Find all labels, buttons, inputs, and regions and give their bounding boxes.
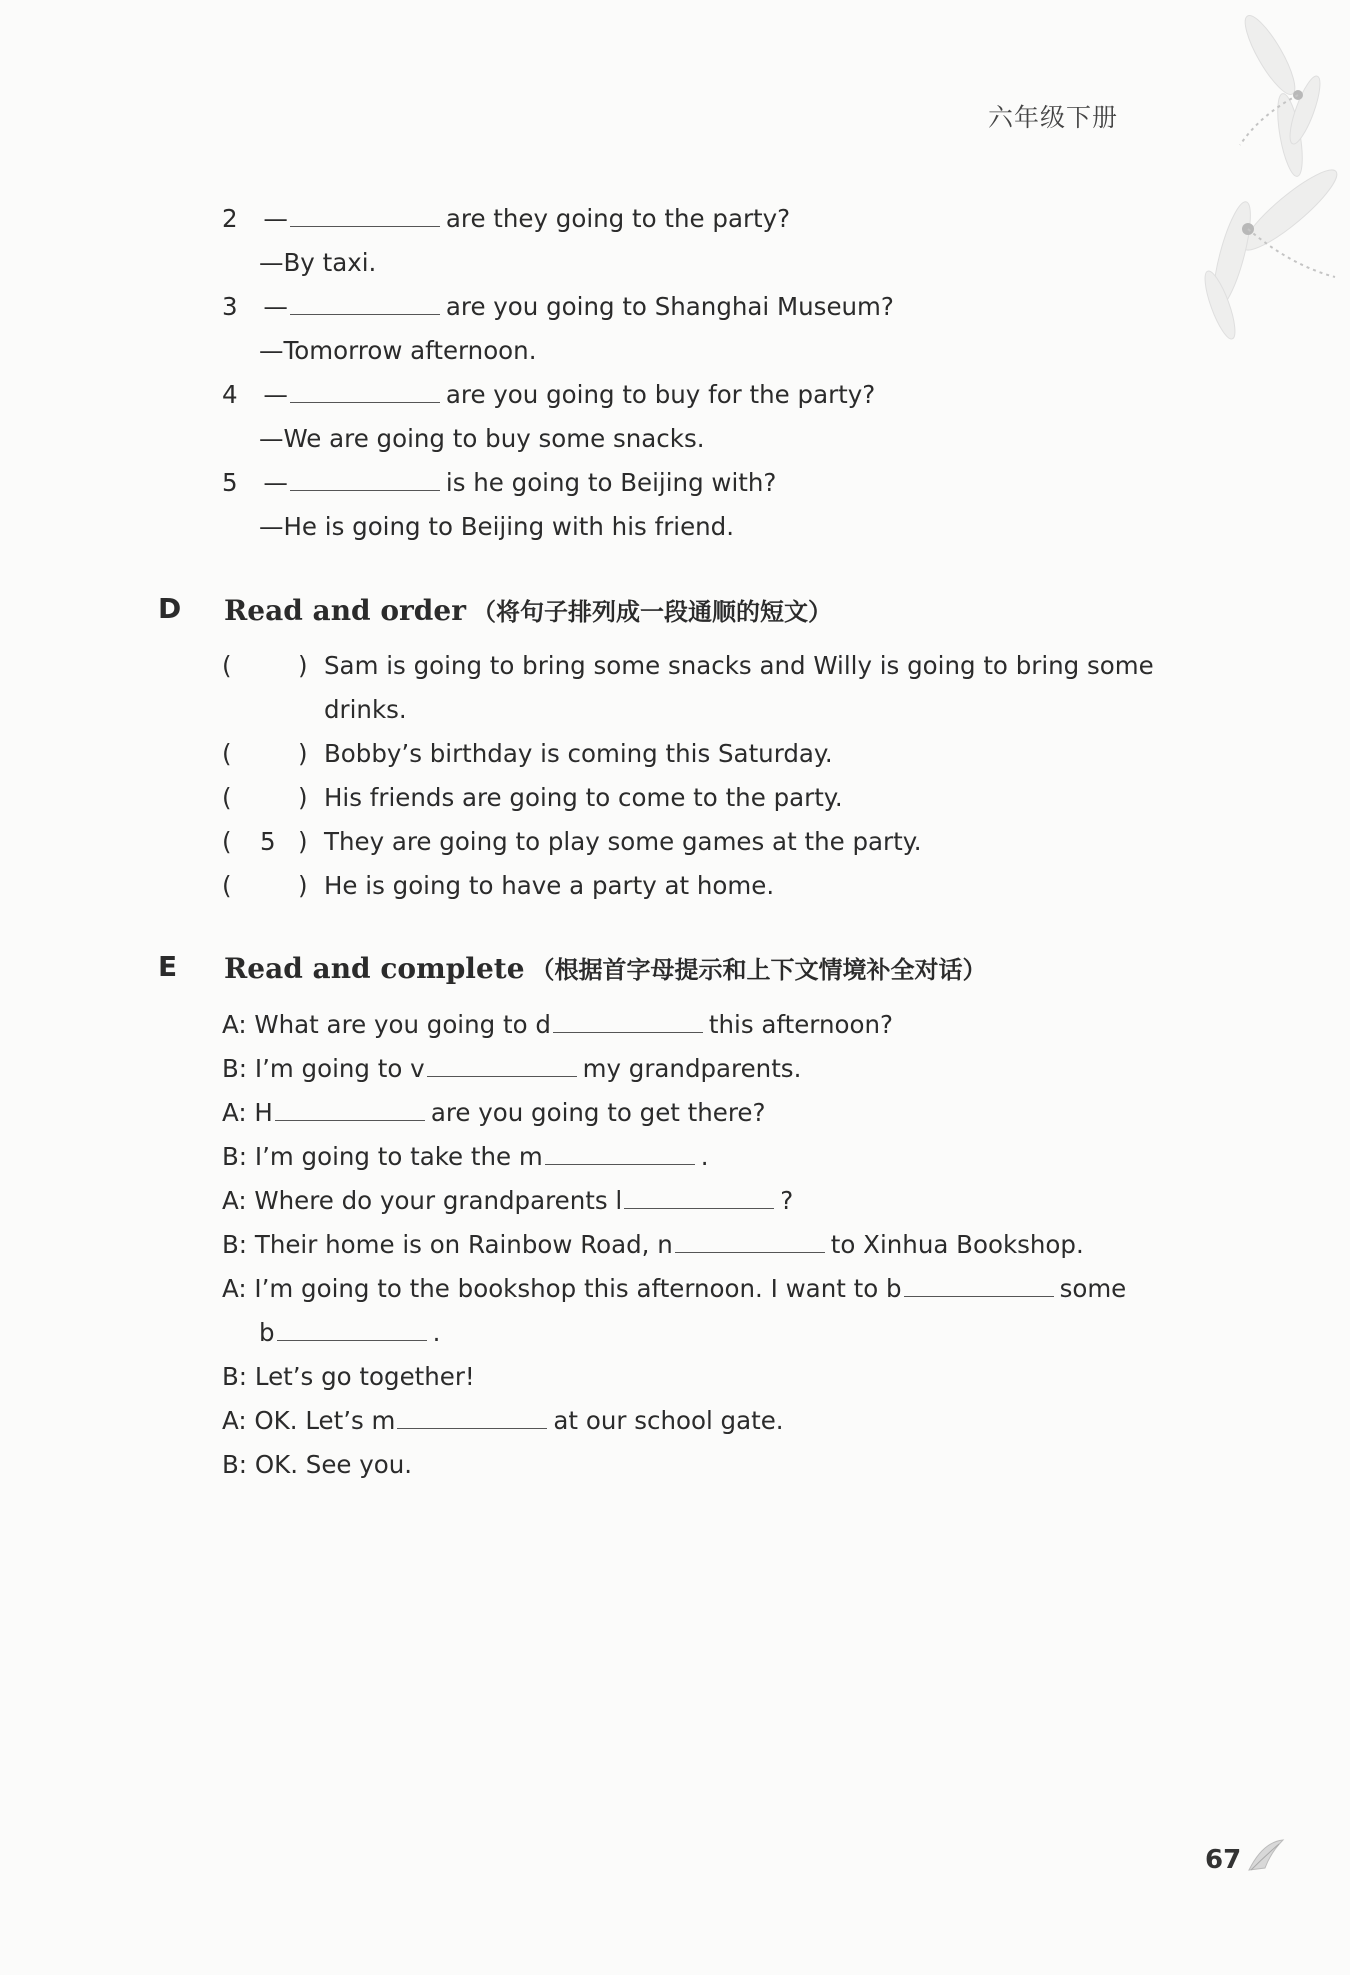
dialogue-text: I’m going to the bookshop this afternoon. I want to b [254,1274,902,1303]
order-sentence: His friends are going to come to the party. [324,783,843,812]
dialogue-line [222,1098,765,1127]
order-sentence: He is going to have a party at home. [324,871,775,900]
dialogue-text-after: are you going to get there? [430,1098,766,1127]
speaker-label: B: [222,1054,248,1083]
order-paren-open: ( [222,871,232,900]
question-text: is he going to Beijing with? [445,468,777,497]
grade-header: 六年级下册 [987,103,1118,132]
answer-blank[interactable] [290,380,440,403]
dialogue-text-after: at our school gate. [553,1406,784,1435]
dialogue-line [222,1406,784,1435]
section-title-en: Read and order [224,594,466,627]
question-text: are you going to Shanghai Museum? [445,292,894,321]
dialogue-line [222,1054,801,1083]
question-number: 3 [222,292,238,321]
section-title-en: Read and complete [224,952,525,985]
answer-blank[interactable] [624,1186,774,1209]
order-sentence: Bobby’s birthday is coming this Saturday. [324,739,833,768]
section-letter: E [158,950,178,983]
speaker-label: A: [222,1186,247,1215]
answer-blank[interactable] [904,1274,1054,1297]
section-title-cn: （根据首字母提示和上下文情境补全对话） [530,956,987,984]
answer-line: —He is going to Beijing with his friend. [259,512,735,541]
dialogue-text: H [254,1098,273,1127]
answer-line: —By taxi. [259,248,377,277]
order-paren-open: ( [222,739,232,768]
speaker-label: B: [222,1362,248,1391]
question-number: 4 [222,380,238,409]
dialogue-text-after: my grandparents. [582,1054,802,1083]
dialogue-text-after: . [700,1142,709,1171]
dialogue-text-after: this afternoon? [708,1010,893,1039]
dialogue-line [222,1274,1126,1303]
order-sentence: They are going to play some games at the party. [324,827,922,856]
question-dash: — [263,292,288,321]
dialogue-text: OK. See you. [254,1450,413,1479]
question-dash: — [263,204,288,233]
answer-blank[interactable] [277,1318,427,1341]
speaker-label: B: [222,1142,248,1171]
answer-blank[interactable] [675,1230,825,1253]
leaf-icon [1245,1838,1285,1874]
dialogue-line [222,1230,1084,1259]
question-text: are they going to the party? [445,204,791,233]
order-sentence-continued: drinks. [324,695,407,724]
dragonfly-decoration-icon [970,15,1340,375]
dialogue-text-after: to Xinhua Bookshop. [830,1230,1084,1259]
question-item [222,204,790,233]
dialogue-text-after: ? [780,1186,794,1215]
answer-blank[interactable] [545,1142,695,1165]
answer-blank[interactable] [290,204,440,227]
speaker-label: A: [222,1406,247,1435]
question-number: 5 [222,468,238,497]
answer-blank[interactable] [290,468,440,491]
dialogue-line [222,1362,475,1391]
section-title [224,950,987,985]
section-title-cn: （将句子排列成一段通顺的短文） [471,598,832,626]
speaker-label: B: [222,1230,248,1259]
question-dash: — [263,468,288,497]
dialogue-line [222,1186,793,1215]
dialogue-text: b [259,1318,275,1347]
order-answer[interactable]: 5 [260,827,276,856]
section-title [224,592,832,627]
order-sentence: Sam is going to bring some snacks and Willy is going to bring some [324,651,1154,680]
dialogue-text: I’m going to take the m [254,1142,543,1171]
question-item [222,292,894,321]
answer-blank[interactable] [290,292,440,315]
page-number: 67 [1205,1845,1242,1875]
dialogue-text: I’m going to v [254,1054,425,1083]
answer-blank[interactable] [397,1406,547,1429]
dialogue-line-continued [259,1318,440,1347]
dialogue-text: Their home is on Rainbow Road, n [254,1230,673,1259]
question-item [222,468,776,497]
question-dash: — [263,380,288,409]
question-number: 2 [222,204,238,233]
order-paren-close: ) [298,827,308,856]
dialogue-line [222,1010,893,1039]
order-paren-close: ) [298,739,308,768]
speaker-label: A: [222,1274,247,1303]
dialogue-text: What are you going to d [254,1010,551,1039]
answer-line: —We are going to buy some snacks. [259,424,705,453]
order-paren-open: ( [222,651,232,680]
order-paren-open: ( [222,827,232,856]
question-text: are you going to buy for the party? [445,380,876,409]
dialogue-text-after: some [1059,1274,1127,1303]
speaker-label: A: [222,1010,247,1039]
answer-blank[interactable] [427,1054,577,1077]
order-paren-open: ( [222,783,232,812]
speaker-label: B: [222,1450,248,1479]
answer-blank[interactable] [275,1098,425,1121]
dialogue-text-after: . [432,1318,441,1347]
dialogue-text: Let’s go together! [254,1362,475,1391]
answer-blank[interactable] [553,1010,703,1033]
dialogue-line [222,1450,412,1479]
order-paren-close: ) [298,783,308,812]
dialogue-text: OK. Let’s m [254,1406,396,1435]
speaker-label: A: [222,1098,247,1127]
order-paren-close: ) [298,871,308,900]
order-paren-close: ) [298,651,308,680]
question-item [222,380,875,409]
answer-line: —Tomorrow afternoon. [259,336,537,365]
dialogue-text: Where do your grandparents l [254,1186,623,1215]
dialogue-line [222,1142,709,1171]
section-letter: D [158,592,182,625]
